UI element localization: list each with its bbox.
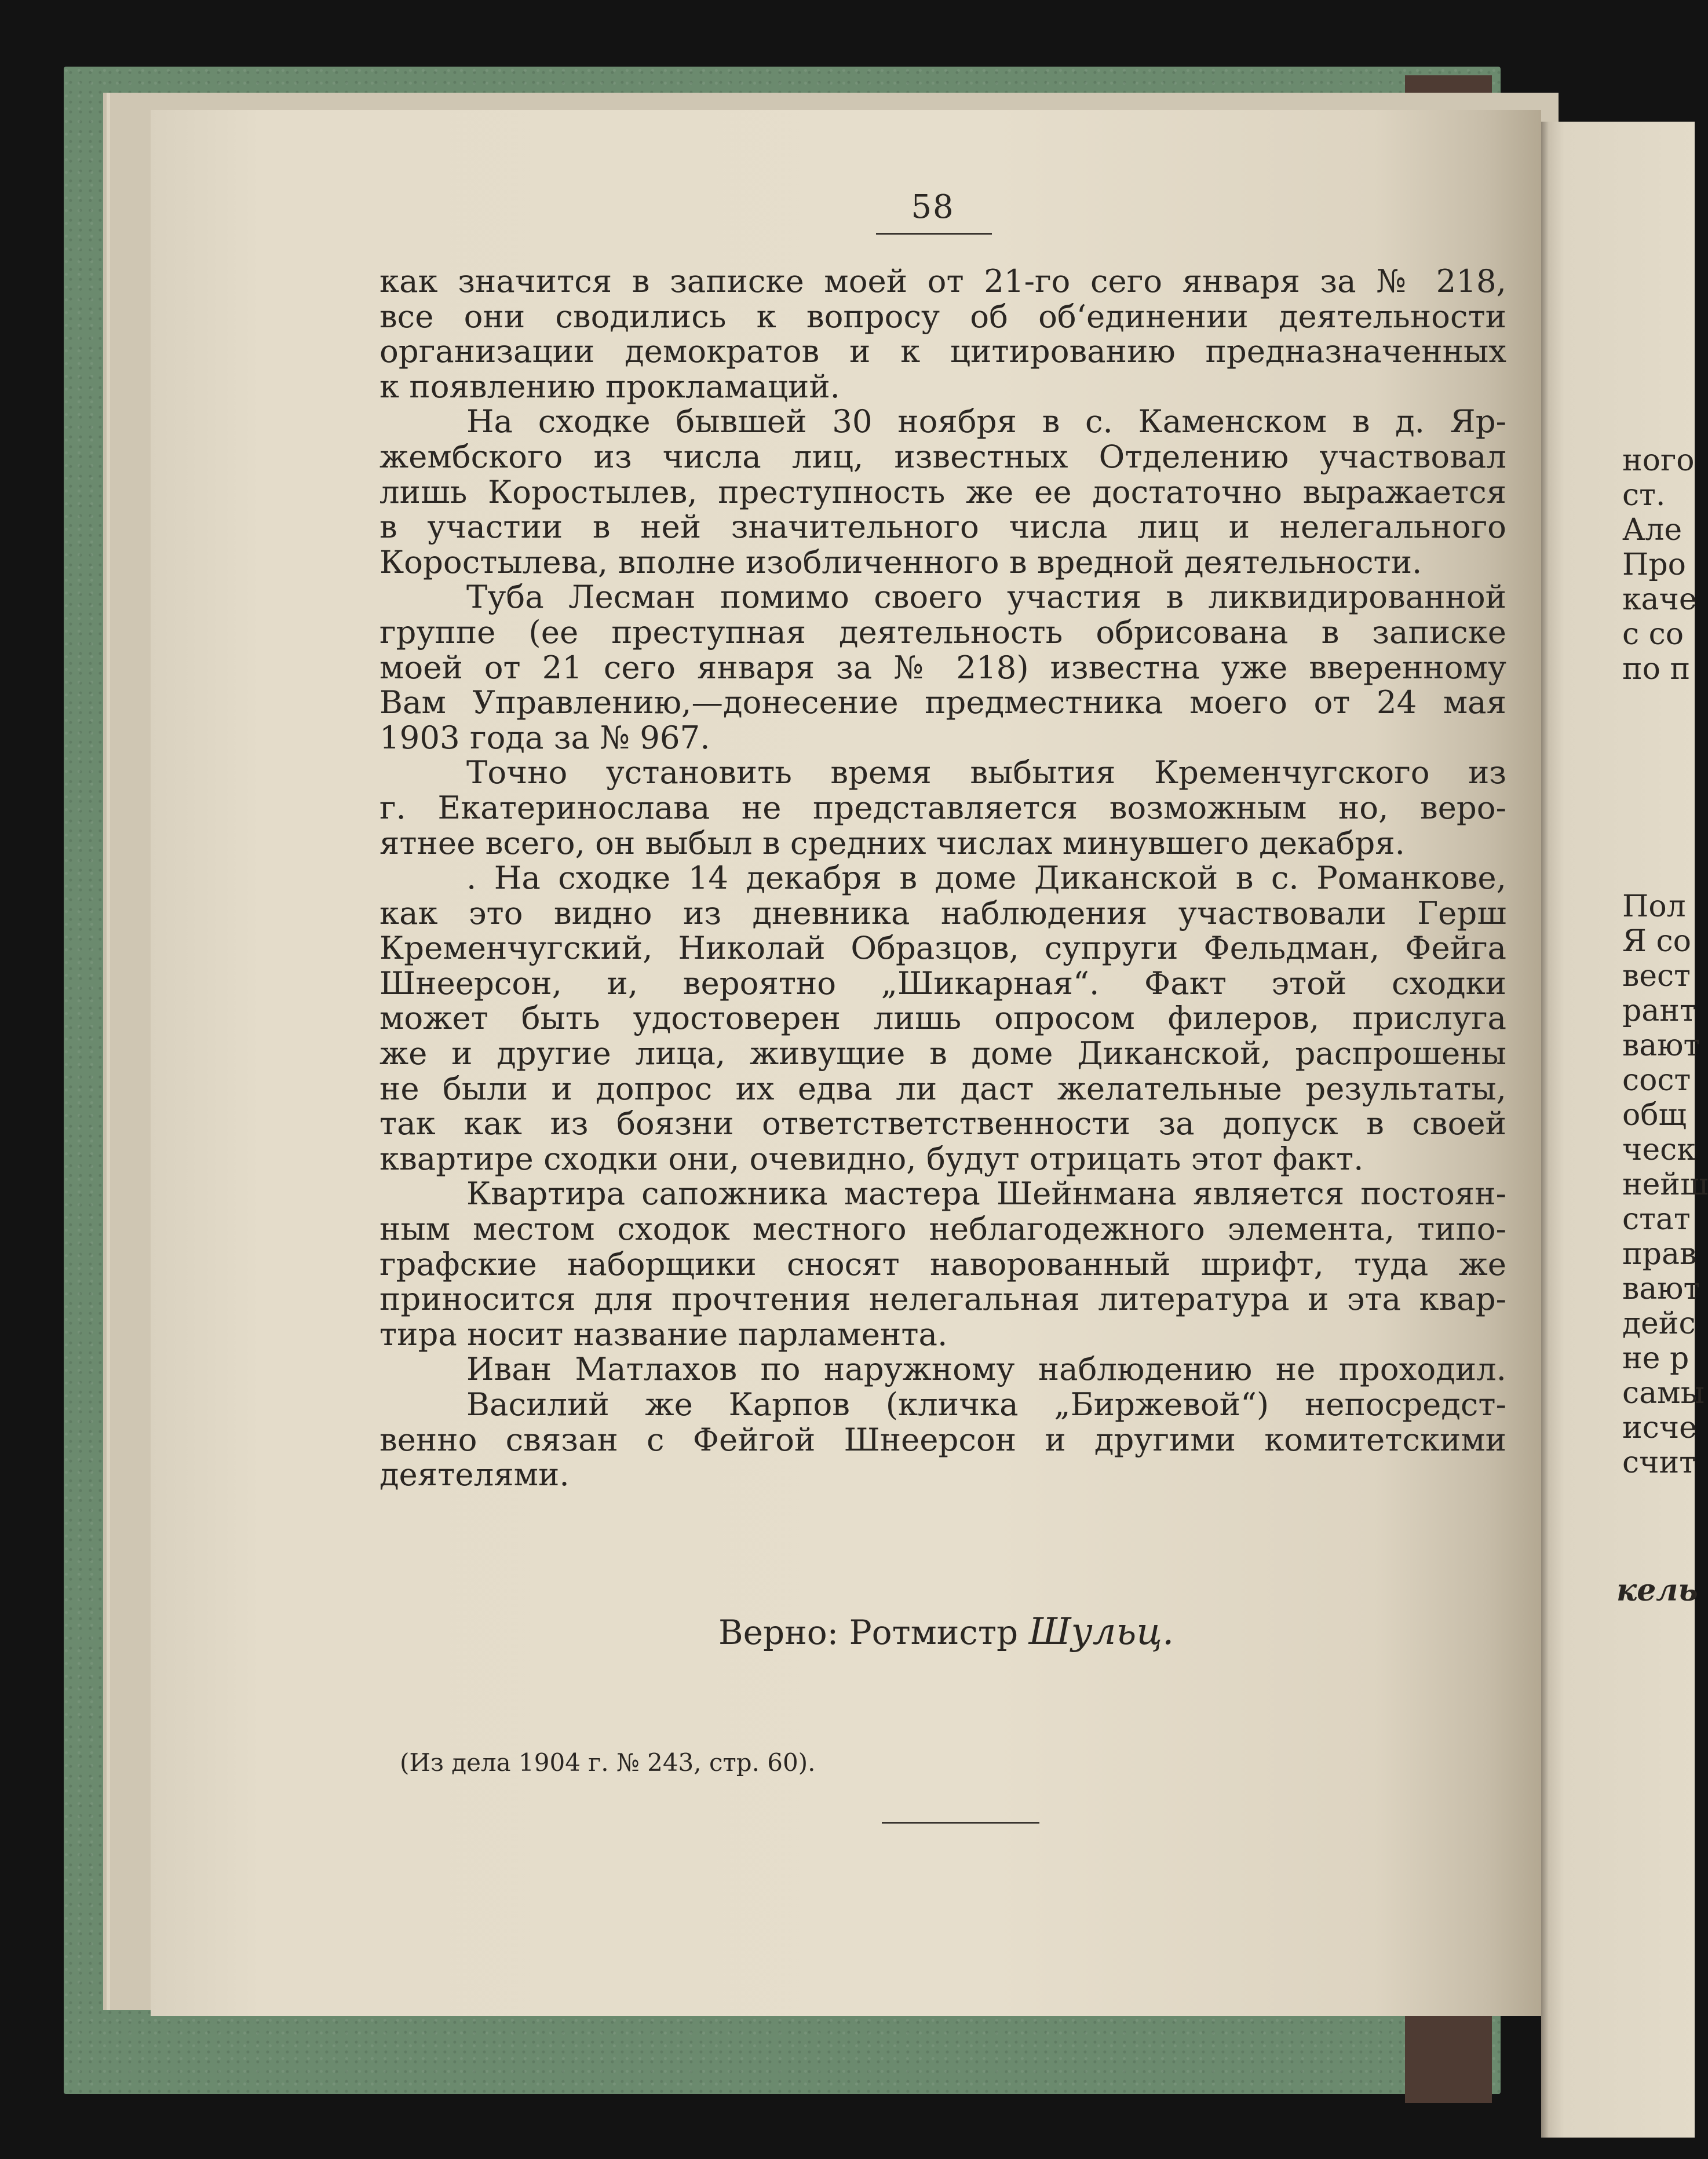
text-line: все они сводились к вопросу об об‘единении деятельности	[379, 297, 1506, 335]
text-line: как значится в записке моей от 21-го сего января за № 218,	[379, 262, 1506, 299]
next-page-fragment: сост	[1622, 1063, 1691, 1098]
next-page-fragment: нейш	[1622, 1167, 1708, 1202]
next-page-fragment: исче	[1622, 1411, 1697, 1445]
text-line: ятнее всего, он выбыл в средних числах минувшего декабря.	[379, 824, 1405, 861]
text-line: в участии в ней значительного числа лиц и нелегального	[379, 508, 1506, 546]
text-line: приносится для прочтения нелегальная литература и эта квар-	[379, 1280, 1506, 1318]
text-line: Точно установить время выбытия Кременчугского из	[466, 754, 1506, 791]
text-line: венно связан с Фейгой Шнеерсон и другими комитетскими	[379, 1420, 1506, 1458]
next-page-fragment: дейс	[1622, 1306, 1696, 1341]
next-page-fragment: прав	[1622, 1237, 1697, 1272]
text-line: Кременчугский, Николай Образцов, супруги Фельдман, Фейга	[379, 929, 1506, 967]
next-page-fragment: ного	[1622, 443, 1695, 478]
text-line: графские наборщики сносят наворованный шрифт, туда же	[379, 1245, 1506, 1283]
text-line: Коростылева, вполне изобличенного в вредной деятельности.	[379, 543, 1422, 580]
text-line: 1903 года за № 967.	[379, 718, 710, 756]
closing-rule	[882, 1822, 1039, 1824]
text-line: квартире сходки они, очевидно, будут отрицать этот факт.	[379, 1139, 1364, 1177]
signature-name: Шульц.	[1028, 1610, 1174, 1653]
next-page-fragment: ческ	[1622, 1133, 1696, 1167]
next-page-fragment: вест	[1622, 959, 1691, 993]
text-line: ным местом сходок местного неблагодежного элемента, типо-	[379, 1210, 1506, 1248]
text-line: же и другие лица, живущие в доме Диканской, распрошены	[379, 1035, 1506, 1072]
next-page-fragment: кель	[1616, 1573, 1698, 1608]
text-line: . На сходке 14 декабря в доме Диканской в с. Романкове,	[466, 859, 1506, 897]
next-page-fragment: по п	[1622, 652, 1691, 686]
text-line: Туба Лесман помимо своего участия в ликвидированной	[466, 578, 1506, 616]
next-page-fragment: вают	[1622, 1028, 1700, 1063]
text-line: может быть удостоверен лишь опросом филеров, прислуга	[379, 999, 1506, 1037]
next-page-fragment: не р	[1622, 1341, 1689, 1376]
text-line: к появлению прокламаций.	[379, 367, 840, 405]
text-line: группе (ее преступная деятельность обрисована в записке	[379, 613, 1506, 651]
text-line: как это видно из дневника наблюдения участвовали Герш	[379, 894, 1506, 931]
text-line: Шнеерсон, и, вероятно „Шикарная“. Факт этой сходки	[379, 964, 1506, 1002]
next-page	[1541, 122, 1708, 2138]
next-page-fragment: общ	[1622, 1098, 1687, 1133]
text-line: На сходке бывшей 30 ноября в с. Каменском в д. Яр-	[466, 403, 1506, 440]
next-page-fragment: ст.	[1622, 478, 1666, 513]
next-page-fragment: Я со	[1622, 924, 1691, 959]
next-page-fragment: Пол	[1622, 889, 1686, 924]
text-line: деятелями.	[379, 1456, 570, 1493]
next-page-fragment: с со	[1622, 617, 1684, 652]
text-line: Вам Управлению,—донесение предместника моего от 24 мая	[379, 684, 1506, 721]
signature-prefix: Верно: Ротмистр	[718, 1613, 1019, 1652]
next-page-fragment: Але	[1622, 513, 1683, 547]
text-line: организации демократов и к цитированию предназначенных	[379, 333, 1506, 370]
next-page-fragment: рант	[1622, 993, 1696, 1028]
text-line: жембского из числа лиц, известных Отделению участвовал	[379, 437, 1506, 475]
text-line: Иван Матлахов по наружному наблюдению не проходил.	[466, 1350, 1506, 1388]
text-line: так как из боязни ответстветственности за допуск в своей	[379, 1105, 1506, 1142]
text-line: г. Екатеринослава не представляется возможным но, веро-	[379, 788, 1506, 826]
text-line: Квартира сапожника мастера Шейнмана является постоян-	[466, 1175, 1506, 1212]
source-note: (Из дела 1904 г. № 243, стр. 60).	[400, 1748, 816, 1777]
text-line: Василий же Карпов (кличка „Биржевой“) непосредст-	[466, 1386, 1506, 1423]
next-page-fragment: каче	[1622, 582, 1697, 617]
text-line: не были и допрос их едва ли даст желательные результаты,	[379, 1069, 1506, 1107]
body-text	[379, 264, 1506, 1492]
text-line: моей от 21 сего января за № 218) известна уже вверенному	[379, 648, 1506, 686]
next-page-fragment: стат	[1622, 1202, 1691, 1237]
page-number: 58	[911, 188, 955, 226]
text-line: тира носит название парламента.	[379, 1315, 948, 1353]
next-page-fragment: самы	[1622, 1376, 1705, 1411]
text-line: лишь Коростылев, преступность же ее достаточно выражается	[379, 473, 1506, 510]
next-page-fragment: счит	[1622, 1445, 1696, 1480]
signature-line	[718, 1610, 1298, 1653]
next-page-fragment: Про	[1622, 547, 1686, 582]
next-page-fragment: вают	[1622, 1272, 1700, 1306]
page-number-rule	[876, 233, 992, 235]
